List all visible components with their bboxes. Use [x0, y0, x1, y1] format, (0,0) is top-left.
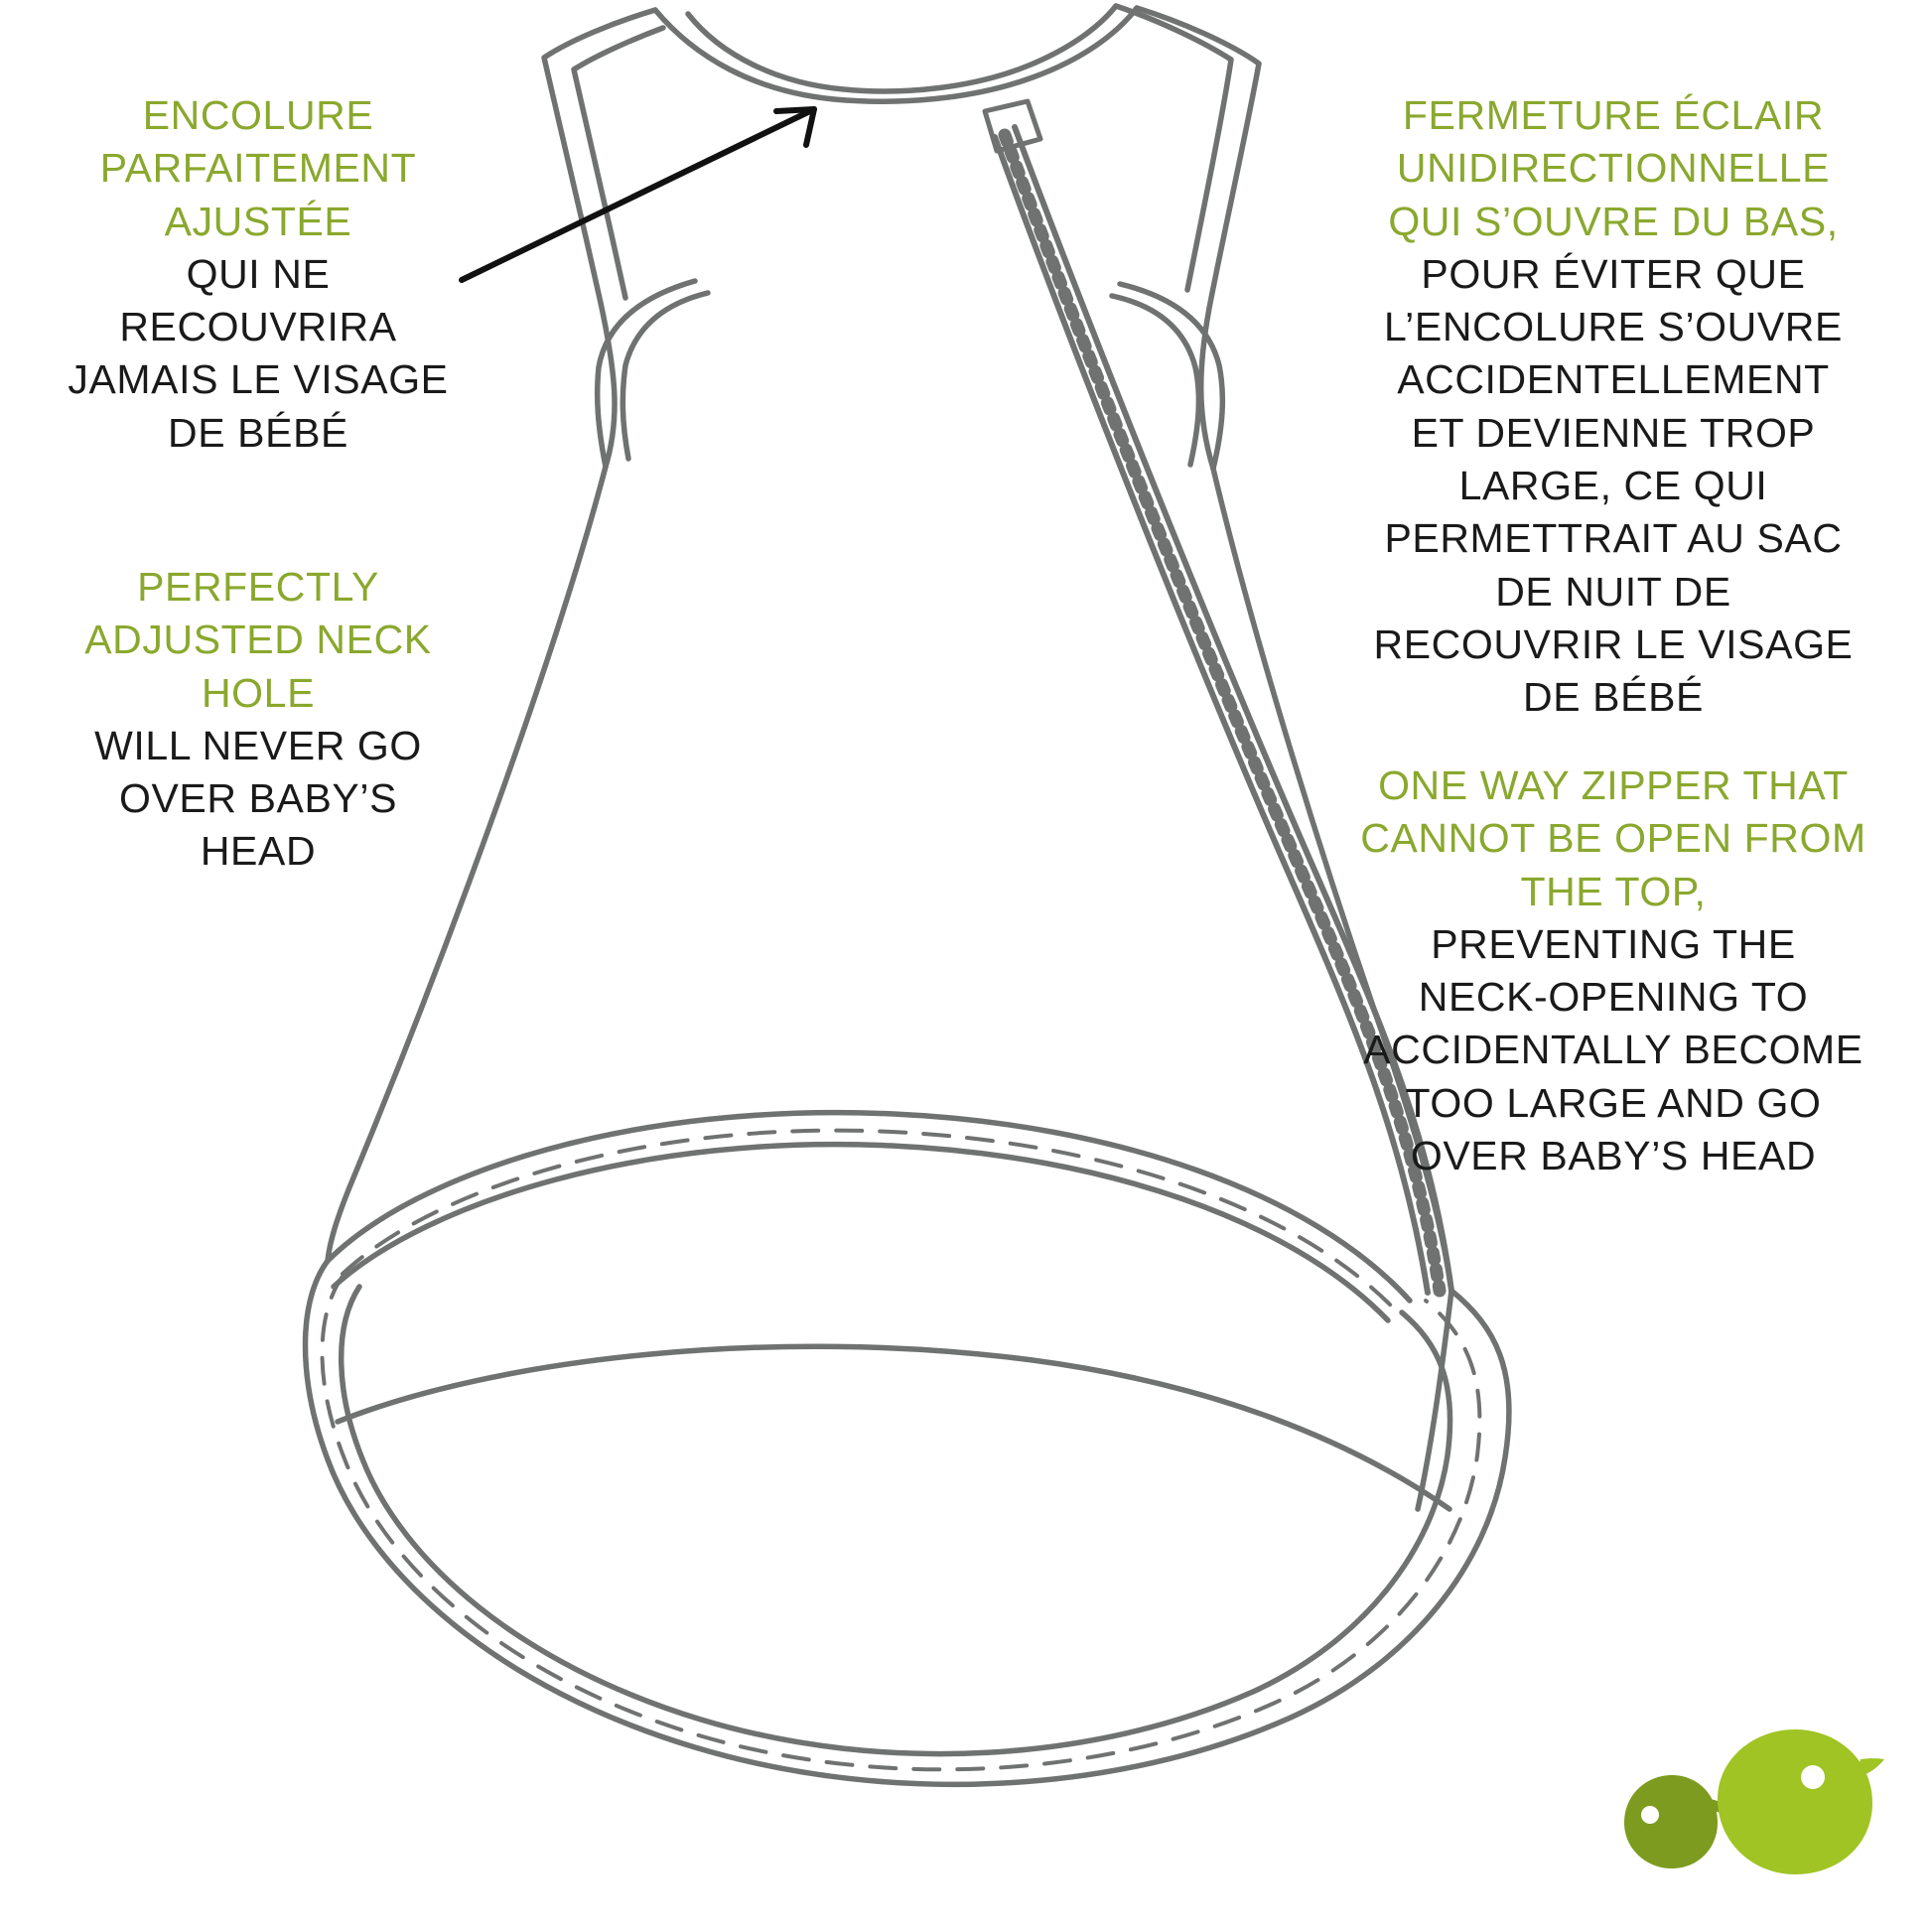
callout-neckline-en-highlight: PERFECTLY ADJUSTED NECK HOLE	[84, 564, 432, 716]
two-birds-logo	[1606, 1704, 1884, 1892]
callout-neckline-fr-highlight: ENCOLURE PARFAITEMENT AJUSTÉE	[99, 92, 417, 244]
callout-zipper-en	[1360, 759, 1866, 1182]
callout-zipper-en-body: PREVENTING THE NECK-OPENING TO ACCIDENTALLY BECOME TOO LARGE AND GO OVER BABY’S HEAD	[1363, 920, 1863, 1179]
callout-zipper-fr	[1365, 89, 1862, 725]
callout-neckline-en	[84, 561, 432, 879]
callout-neckline-en-body: WILL NEVER GO OVER BABY’S HEAD	[94, 722, 422, 875]
callout-zipper-fr-highlight: FERMETURE ÉCLAIR UNIDIRECTIONNELLE QUI S’OUVRE DU BAS,	[1388, 92, 1839, 244]
callout-zipper-en-highlight: ONE WAY ZIPPER THAT CANNOT BE OPEN FROM THE TOP,	[1360, 762, 1866, 914]
callout-zipper-fr-body: POUR ÉVITER QUE L’ENCOLURE S’OUVRE ACCIDENTELLEMENT ET DEVIENNE TROP LARGE, CE QUI PERMETTRAIT AU SAC DE NUIT DE RECOUVRIR LE VISAGE DE BÉBÉ	[1373, 250, 1854, 721]
callout-neckline-fr	[60, 89, 457, 460]
arrow-to-neckline	[462, 109, 814, 280]
callout-neckline-fr-body: QUI NE RECOUVRIRA JAMAIS LE VISAGE DE BÉBÉ	[68, 250, 449, 456]
